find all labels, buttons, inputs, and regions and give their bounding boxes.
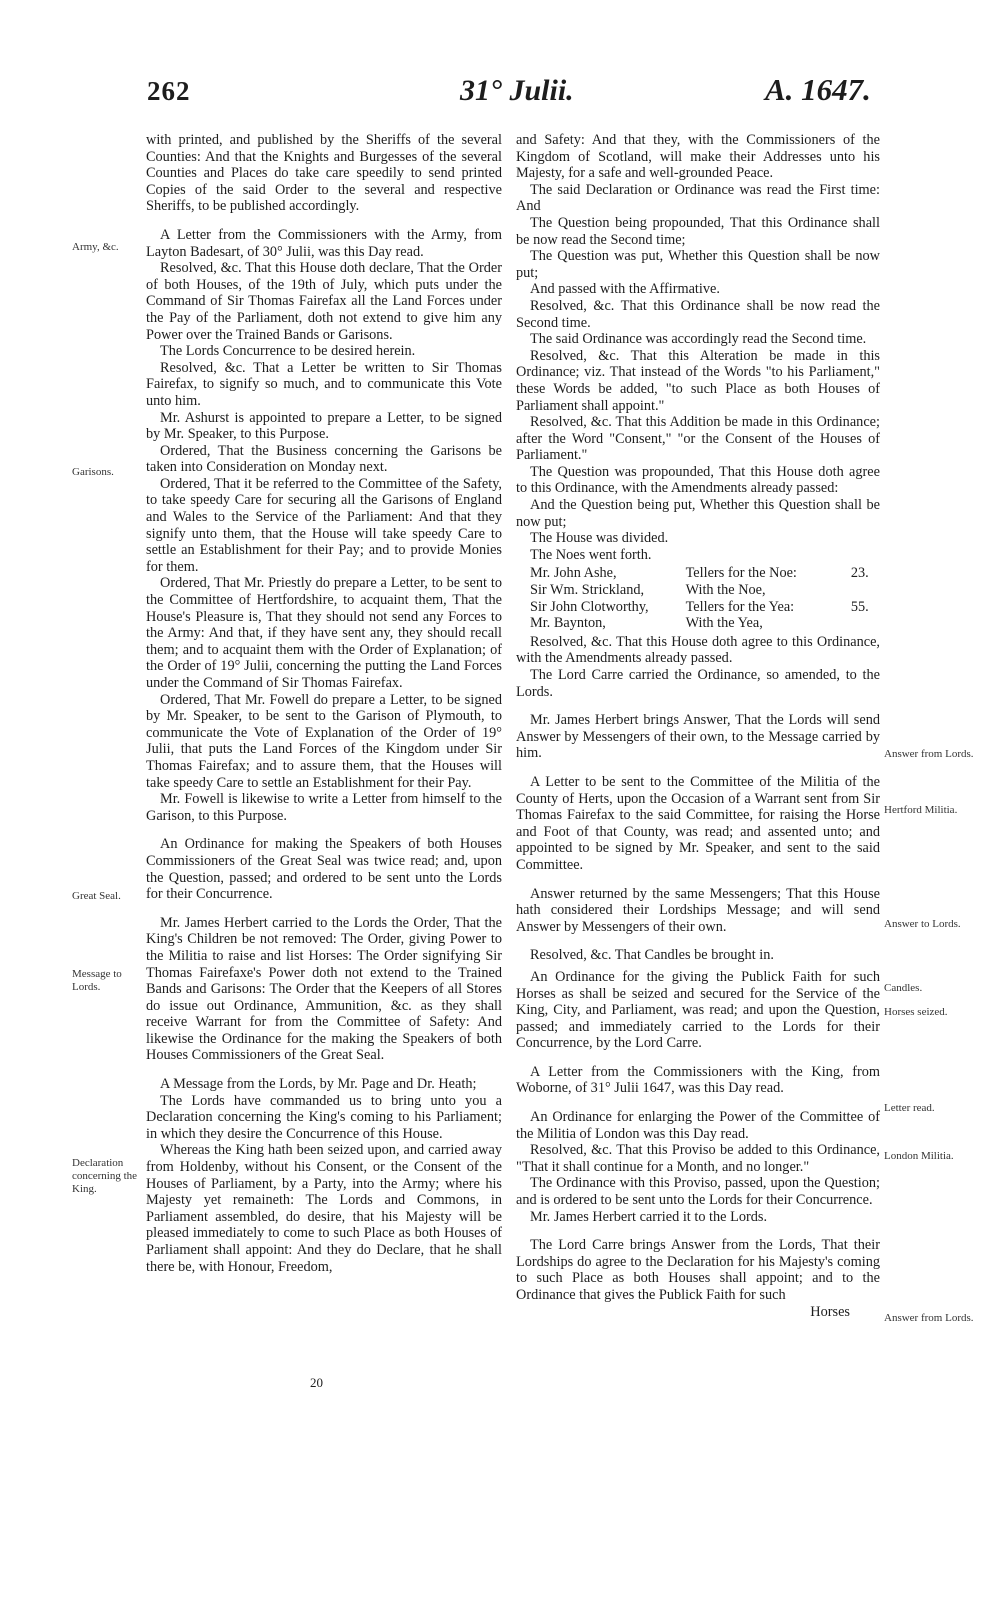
margin-note: Answer to Lords. [884,918,961,930]
paragraph: Resolved, &c. That this Alteration be made in this Ordinance; viz. That instead of the Words "to his Parliament," these Words be added, "to such Place as both Houses of Parliament shall appoint." [516,347,880,414]
page-header [0,72,992,126]
paragraph: with printed, and published by the Sheriffs of the several Counties: And that the Knights and Burgesses of the several Counties and Places do take care speedily to send printed Copies of the said Order to the several and respective Sheriffs, to be published accordingly. [146,132,502,215]
paragraph: The said Ordinance was accordingly read the Second time. [530,331,867,348]
paragraph: The Question was put, Whether this Question shall be now put; [516,248,880,281]
teller-row [530,615,880,632]
paragraph: Ordered, That Mr. Priestly do prepare a Letter, to be sent to the Committee of Hertfordshire, to acquaint them, That the House's Pleasure is, That they should not send any Forces to the Army: And that, if they have sent any, they should recall them; and to acquaint them with the Order of Explanation; of the Order of 19° Julii, concerning the putting the Land Forces under the Command of Sir Thomas Fairefax. [146,575,502,691]
teller-role: With the Noe, [685,582,766,599]
paragraph: Resolved, &c. That this Ordinance shall be now read the Second time. [516,297,880,331]
paragraph: The Lords have commanded us to bring unto you a Declaration concerning the King's coming to his Parliament; in which they desire the Concurrence of this House. [146,1092,502,1142]
left-column [146,132,502,1275]
margin-note: London Militia. [884,1150,954,1162]
vote-count [851,615,880,632]
margin-note: Hertford Militia. [884,804,958,816]
paragraph: An Ordinance for the giving the Publick Faith for such Horses as shall be seized and secured for the Service of the King, City, and Parliament, was read; and upon the Question, passed; and immediately carried to the Lords for their Concurrence, by the Lord Carre. [516,968,880,1052]
margin-note: Great Seal. [72,890,121,902]
paragraph: Whereas the King hath been seized upon, and carried away from Holdenby, without his Consent, or the Consent of the Houses of Parliament, by a Party, into the Army; where his Majesty yet remaineth: The Lords and Commons, in Parliament assembled, do desire, that his Majesty will be pleased immediately to come to such Place as both Houses of Parliament shall appoint: And they do Declare, that he shall there be, with Honour, Freedom, [146,1142,502,1275]
margin-note: Declaration concerning the King. [72,1157,138,1195]
paragraph: Mr. James Herbert carried to the Lords the Order, That the King's Children be not removed: The Order, giving Power to the Militia to raise and list Horses: The Order signifying Sir Thomas Fairefaxe's Power doth not extend to the Trained Bands and Garisons: The Order that the Keepers of all Stores do issue out Ordinance, Ammunition, &c. as they shall receive Warrant for from the Committee of Safety: And likewise the Ordinance for the making the Speakers of both Houses Commissioners of the Great Seal. [146,914,502,1064]
margin-note: Garisons. [72,466,114,478]
paragraph: The Noes went forth. [530,546,652,563]
teller-name: Mr. Baynton, [530,615,606,632]
teller-role: Tellers for the Yea: [685,598,795,615]
paragraph: The said Declaration or Ordinance was read the First time: And [516,181,880,215]
margin-note: Horses seized. [884,1006,948,1018]
paragraph: Resolved, &c. That this House doth agree to this Ordinance, with the Amendments already passed. [516,633,880,667]
paragraph: Mr. James Herbert brings Answer, That the Lords will send Answer by Messengers of their own, to the Message carried by him. [516,712,880,762]
paragraph: A Message from the Lords, by Mr. Page and Dr. Heath; [160,1076,477,1093]
paragraph: The Ordinance with this Proviso, passed, upon the Question; and is ordered to be sent unto the Lords for their Concurrence. [516,1175,880,1209]
paragraph: The Lord Carre brings Answer from the Lords, That their Lordships do agree to the Declaration for his Majesty's coming to such Place as both Houses shall appoint; and to the Ordinance that gives the Publick Faith for such [516,1237,880,1303]
right-column [516,132,880,1320]
paragraph: And passed with the Affirmative. [530,281,720,298]
teller-row [530,599,880,616]
paragraph: And the Question being put, Whether this Question shall be now put; [516,497,880,530]
paragraph: An Ordinance for making the Speakers of both Houses Commissioners of the Great Seal was twice read; and, upon the Question, passed; and ordered to be sent unto the Lords for their Concurrence. [146,836,502,903]
teller-name: Sir Wm. Strickland, [530,582,645,599]
margin-note: Answer from Lords. [884,1312,974,1324]
paragraph: Answer returned by the same Messengers; That this House hath considered their Lordships Message; and will send Answer by Messengers of their own. [516,885,880,935]
paragraph: A Letter from the Commissioners with the Army, from Layton Badesart, of 30° Julii, was this Day read. [146,226,502,260]
paragraph: Resolved, &c. That this House doth declare, That the Order of both Houses, of the 19th of July, which puts under the Command of Sir Thomas Fairefax all the Land Forces under the Pay of the Parliament, doth not extend to give him any Power over the Trained Bands or Garisons. [146,260,502,343]
vote-count [851,582,880,599]
paragraph: Resolved, &c. That this Addition be made in this Ordinance; after the Word "Consent," "or the Consent of the Houses of Parliament." [516,414,880,464]
paragraph: Mr. Fowell is likewise to write a Letter from himself to the Garison, to this Purpose. [146,791,502,824]
margin-note: Message to Lords. [72,968,122,993]
running-head-year: A. 1647. [765,72,871,107]
paragraph: Ordered, That it be referred to the Committee of the Safety, to take speedy Care for securing all the Garisons of England and Wales to the Service of the Parliament: And that they signify unto them, that the House will take speedy Care to settle an Establishment for their Pay; and to provide Monies for them. [146,475,502,575]
paragraph: The Lords Concurrence to be desired herein. [160,343,416,360]
vote-count: 55. [850,598,869,615]
paragraph: The House was divided. [530,530,669,547]
running-head-date: 31° Julii. [460,74,574,107]
right-column-part-a [516,132,880,563]
teller-row [530,565,880,582]
teller-name: Mr. John Ashe, [530,565,617,582]
paragraph: Mr. James Herbert carried it to the Lords. [530,1208,768,1225]
margin-note: Candles. [884,982,923,994]
page-number: 262 [147,76,191,106]
paragraph: and Safety: And that they, with the Commissioners of the Kingdom of Scotland, will make their Addresses unto his Majesty, for a safe and well-grounded Peace. [516,132,880,182]
paragraph: An Ordinance for enlarging the Power of the Committee of the Militia of London was this Day read. [516,1109,880,1142]
paragraph: The Lord Carre carried the Ordinance, so amended, to the Lords. [516,667,880,700]
paragraph: A Letter from the Commissioners with the King, from Woborne, of 31° Julii 1647, was this Day read. [516,1063,880,1097]
paragraph: Ordered, That the Business concerning the Garisons be taken into Consideration on Monday next. [146,442,502,476]
teller-row [530,582,880,599]
paragraph: Resolved, &c. That Candles be brought in. [530,947,774,964]
margin-note: Army, &c. [72,241,119,253]
teller-name: Sir John Clotworthy, [530,598,649,615]
teller-role: Tellers for the Noe: [685,565,797,582]
paragraph: Resolved, &c. That a Letter be written to Sir Thomas Fairefax, to signify so much, and to communicate this Vote unto him. [146,359,502,409]
margin-note: Letter read. [884,1102,935,1114]
paragraph: The Question being propounded, That this Ordinance shall be now read the Second time; [516,214,880,248]
tellers-table [530,565,880,631]
paragraph: Mr. Ashurst is appointed to prepare a Letter, to be signed by Mr. Speaker, to this Purpose. [146,409,502,443]
margin-note: Answer from Lords. [884,748,974,760]
catchword: Horses [810,1303,850,1320]
paragraph: A Letter to be sent to the Committee of the Militia of the County of Herts, upon the Occasion of a Warrant sent from Sir Thomas Fairefax to the said Committee, for raising the Horse and Foot of that County, was read; and assented unto; and appointed to be signed by Mr. Speaker, and sent to the said Committee. [516,773,880,873]
paragraph: Ordered, That Mr. Fowell do prepare a Letter, to be signed by Mr. Speaker, to be sent to the Garison of Plymouth, to communicate the Vote of Explanation of the Order of 19° Julii, that puts the Land Forces of the Kingdom under Sir Thomas Fairefax; and to assure them, that the Houses will take speedy Care to settle an Establishment for their Pay. [146,691,502,791]
paragraph: The Question was propounded, That this House doth agree to this Ordinance, with the Amendments already passed: [516,463,880,497]
teller-role: With the Yea, [685,615,763,632]
paragraph: Resolved, &c. That this Proviso be added to this Ordinance, "That it shall continue for a Month, and no longer." [516,1142,880,1175]
signature-mark: 20 [310,1375,323,1390]
right-column-part-b [516,634,880,1304]
vote-count: 23. [850,565,869,582]
